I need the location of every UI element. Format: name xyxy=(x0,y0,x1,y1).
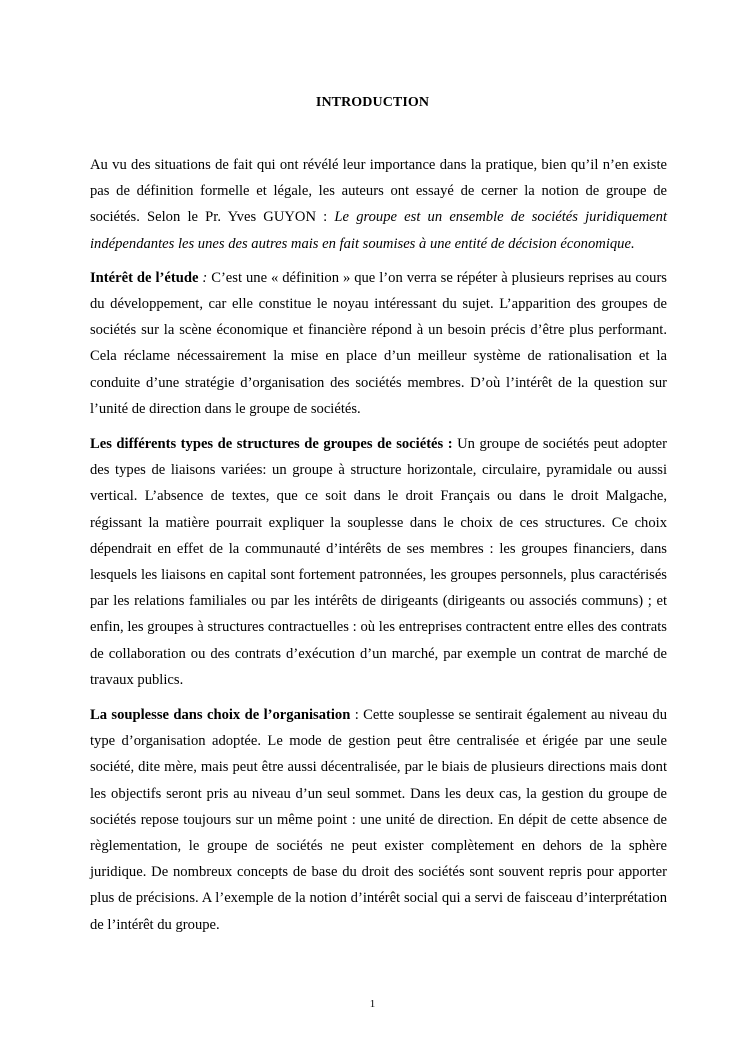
paragraph-text: : Cette souplesse se sentirait également au niveau du type d’organisation adoptée. Le mode de gestion peut être centralisée et érigée par une seule société, dite mère, mais peut être aussi décentralisée, par le biais de plusieurs directions mais dont les objectifs seront pris au niveau d’un seul sommet. Dans les deux cas, la gestion du groupe de sociétés repose toujours sur un même point : une unité de direction. En dépit de cette absence de règlementation, le groupe de sociétés ne peut exister complètement en dehors de la sphère juridique. De nombreux concepts de base du droit des sociétés sont souvent repris pour apporter plus de précisions. A l’exemple de la notion d’intérêt social qui a servi de faisceau d’interprétation de l’intérêt du groupe. xyxy=(90,707,667,933)
paragraph-interet-etude xyxy=(90,265,667,422)
section-heading: La souplesse dans choix de l’organisation xyxy=(90,707,351,724)
paragraph-types-structures xyxy=(90,431,667,693)
page-title: INTRODUCTION xyxy=(315,95,430,110)
definition-quote: Le groupe est un ensemble de sociétés juridiquement indépendantes les unes des autres mais en fait soumises à une entité de décision économique. xyxy=(90,209,668,252)
heading-colon: : xyxy=(198,269,208,286)
paragraph-definition xyxy=(90,152,667,257)
document-body xyxy=(90,152,667,947)
section-heading: Les différents types de structures de groupes de sociétés : xyxy=(90,436,453,453)
paragraph-text: Un groupe de sociétés peut adopter des types de liaisons variées: un groupe à structure horizontale, circulaire, pyramidale ou aussi vertical. L’absence de textes, que ce soit dans le droit Français ou dans le droit Malgache, régissant la matière pourrait expliquer la souplesse dans le choix de ces structures. Ce choix dépendrait en effet de la communauté d’intérêts de ses membres : les groupes financiers, dans lesquels les liaisons en capital sont fortement patronnées, les groupes personnels, plus caractérisés par les relations familiales ou par les intérêts de dirigeants (dirigeants ou associés communs) ; et enfin, les groupes à structures contractuelles : où les entreprises contractent entre elles des contrats de collaboration ou des contrats d’exécution d’un marché, par exemple un contrat de marché de travaux publics. xyxy=(90,436,668,688)
section-heading: Intérêt de l’étude xyxy=(90,269,199,286)
paragraph-text: C’est une « définition » que l’on verra se répéter à plusieurs reprises au cours du développement, car elle constitue le noyau intéressant du sujet. L’apparition des groupes de sociétés sur la scène économique et financière répond à un besoin précis d’être plus performant. Cela réclame nécessairement la mise en place d’un meilleur système de rationalisation et la conduite d’une stratégie d’organisation des sociétés membres. D’où l’intérêt de la question sur l’unité de direction dans le groupe de sociétés. xyxy=(90,269,667,417)
paragraph-souplesse xyxy=(90,702,667,938)
paragraph-text: Au vu des situations de fait qui ont révélé leur importance dans la pratique, bien qu’il n’en existe pas de définition formelle et légale, les auteurs ont essayé de cerner la notion de groupe de sociétés. Selon le Pr. Yves GUYON : xyxy=(90,157,667,226)
page-number: 1 xyxy=(369,998,376,1010)
